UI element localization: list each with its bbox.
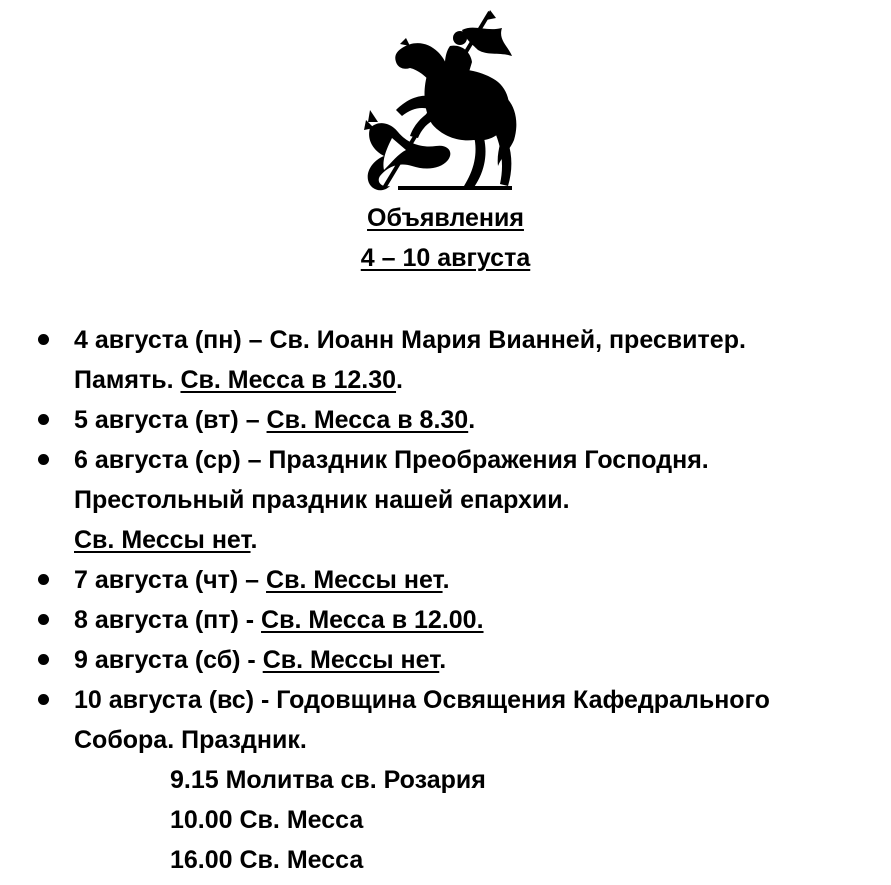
bullet-icon <box>38 574 49 585</box>
punctuation: . <box>442 566 450 594</box>
list-item <box>0 400 891 440</box>
item-text: 9 августа (сб) - <box>74 646 263 674</box>
mass-time: Св. Месса в 12.30 <box>180 366 397 394</box>
announcements-title <box>0 202 891 234</box>
bullet-icon <box>38 654 49 665</box>
item-text: 8 августа (пт) - <box>74 606 262 634</box>
item-text: 4 августа (пн) – Св. Иоанн Мария Вианней, пресвитер. <box>74 326 746 354</box>
bullet-icon <box>38 334 49 345</box>
date-range-text: 4 – 10 августа <box>360 244 531 272</box>
list-item <box>0 680 891 880</box>
item-text: 7 августа (чт) – <box>74 566 267 594</box>
item-text-line <box>74 560 871 600</box>
bullet-icon <box>38 454 49 465</box>
item-text-line <box>74 400 871 440</box>
item-text: Память. <box>74 366 181 394</box>
item-text-line <box>74 640 871 680</box>
bullet-icon <box>38 694 49 705</box>
schedule-entry: 9.15 Молитва св. Розария <box>170 766 486 794</box>
date-range <box>0 242 891 274</box>
list-item <box>0 320 891 400</box>
schedule-entry: 16.00 Св. Месса <box>170 846 364 874</box>
item-text: 6 августа (ср) – Праздник Преображения Господня. <box>74 446 709 474</box>
item-text: 5 августа (вт) – <box>74 406 267 434</box>
list-item <box>0 560 891 600</box>
item-text: Престольный праздник нашей епархии. <box>74 486 570 514</box>
st-george-dragon-icon <box>362 10 522 200</box>
item-text-line <box>74 360 871 400</box>
mass-time: Св. Мессы нет <box>266 566 443 594</box>
punctuation: . <box>468 406 476 434</box>
schedule-entry: 10.00 Св. Месса <box>170 806 364 834</box>
list-item <box>0 440 891 560</box>
mass-time: Св. Месса в 8.30 <box>266 406 469 434</box>
item-text-line <box>74 520 871 560</box>
punctuation: . <box>396 366 403 394</box>
item-text: 10 августа (вс) - Годовщина Освящения Кафедрального <box>74 686 770 714</box>
mass-time: Св. Мессы нет <box>262 646 440 674</box>
punctuation: . <box>250 526 258 554</box>
list-item <box>0 600 891 640</box>
item-text-line <box>74 600 871 640</box>
bullet-icon <box>38 614 49 625</box>
item-text: Собора. Праздник. <box>74 726 307 754</box>
bullet-icon <box>38 414 49 425</box>
list-item <box>0 640 891 680</box>
punctuation: . <box>439 646 447 674</box>
announcements-list <box>0 320 891 880</box>
title-text: Объявления <box>367 204 524 232</box>
mass-time: Св. Месса в 12.00. <box>261 606 484 634</box>
mass-time: Св. Мессы нет <box>74 526 251 554</box>
